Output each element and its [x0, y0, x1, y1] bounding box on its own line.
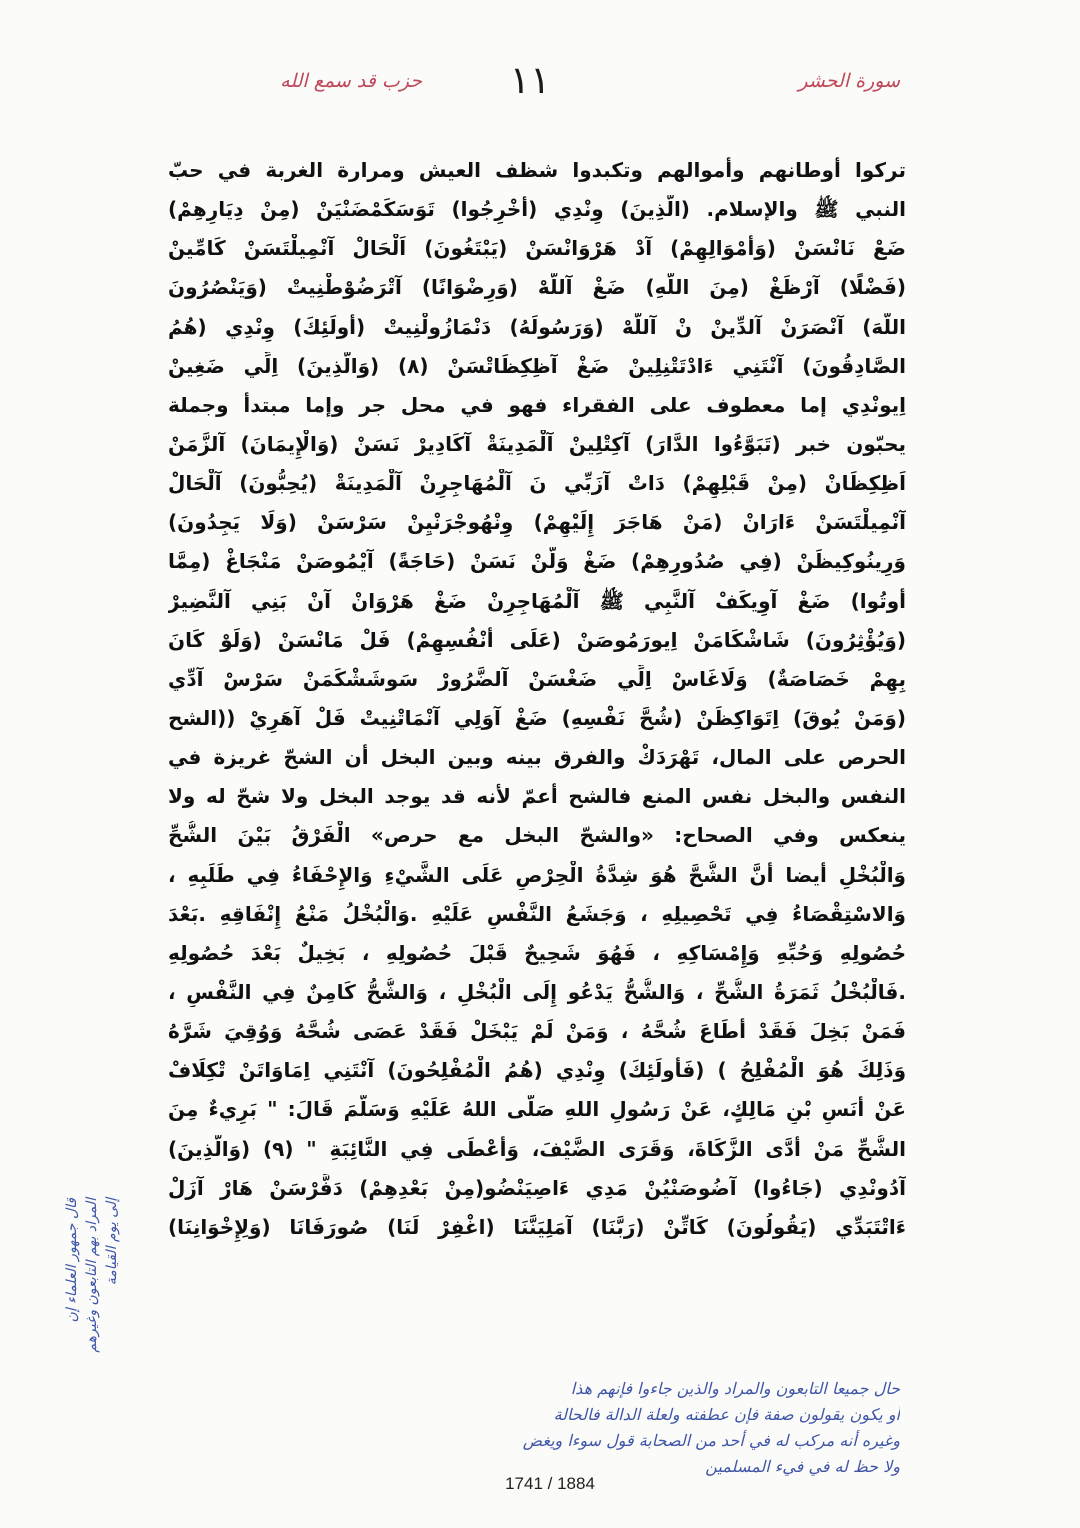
body-line: فَمَنْ بَخِلَ فَقَدْ أَطَاعَ شُحَّهُ ، وَمَنْ لَمْ يَبْخَلْ فَقَدْ عَصَى شُحَّهُ وَوُقِيَ شَرَّهُ: [168, 1019, 906, 1044]
footer-note-line: حال جميعا التابعون والمراد والذين جاءوا فإنهم هذا: [570, 1379, 900, 1398]
body-line: وَالْبُخْلِ أيضا أَنَّ الشُّحَّ هُوَ شِدَّةُ الْحِرْصِ عَلَى الشَّيْءِ وَالإِحْفَاءُ فِي طَلَبِهِ ،: [168, 862, 906, 887]
body-line: آنْمِيلْتَسَنْ ءَارَانْ (مَنْ هَاجَرَ إِلَيْهِمْ) وِنْهُوجْرَنْيِنْ سَرْسَنْ (وَلَا يَجِدُونَ): [168, 510, 906, 535]
body-line: اَظِكِظَانْ (مِنْ قَبْلِهِمْ) دَاتْ آزَبِّي نَ آلْمُهَاجِرِنْ آلْمَدِينَةْ (يُحِبُّونَ) آلْحَالْ: [168, 471, 906, 496]
body-line: .فَالْبُخْلُ ثَمَرَةُ الشُّحِّ ، وَالشُّحُّ يَدْعُو إِلَى الْبُخْلِ ، وَالشُّحُّ كَامِنٌ فِي النَّفْسِ ،: [168, 979, 906, 1004]
body-line: وَذَلِكَ هُوَ الْمُفْلِحُ ) (فَأُولَئِكَ) وِنْدِي (هُمُ الْمُفْلِحُونَ) آنْتَنِي اِمَاوَاتَنْ تْكِلَافْ: [168, 1058, 906, 1083]
footer-note-line: ولا حظ له في فيء المسلمين: [705, 1457, 900, 1476]
page-counter: 1741 / 1884: [505, 1474, 595, 1493]
margin-handwritten-note: [62, 1198, 154, 1418]
body-line: ءَاتْتَبَدِّي (يَقُولُونَ) كَاتِّنْ (رَبَّنَا) آمَلِيَنَّنَا (اغْفِرْ لَنَا) صُورَفَانَا (وَلِإِخْوَانِنَا): [168, 1214, 906, 1239]
body-line: اللَّهَ) آنْصَرَنْ آلدِّينْ نْ آللّهْ (وَرَسُولَهُ) دَنْمَازُولْنِيتْ (أُولَئِكَ) وِنْدِي (هُمُ: [168, 314, 906, 339]
body-line: ينعكس وفي الصحاح: «والشحّ البخل مع حرص» الْفَرْقُ بَيْنَ الشُّحِّ: [168, 823, 906, 848]
body-line: النفس والبخل نفس المنع فالشح أعمّ لأنه قد يوجد البخل ولا شحّ له ولا: [168, 784, 906, 809]
body-line: النبي ﷺ والإسلام. (الَّذِينَ) وِنْدِي (أُخْرِجُوا) تَوَسَكَمْضَنْيَنْ (مِنْ دِيَارِهِمْ): [168, 197, 906, 222]
margin-note-line: المراد بهم التابعون وغيرهم: [84, 1198, 100, 1353]
margin-note-line: قال جمهور العلماء إن: [64, 1198, 80, 1323]
body-line: (فَضْلًا) آرْظَغْ (مِنَ اللَّهِ) ضَغْ آللّهْ (وَرِضْوَانًا) آتْرَضُوْطْنِيتْ (وَيَنْصُرُونَ: [168, 275, 906, 300]
header-hizb-note: حزب قد سمع الله: [280, 70, 422, 92]
header-surah-note: سورة الحشر: [798, 70, 900, 92]
body-line: اِيونْدِي إما معطوف على الفقراء فهو في محل جر وإما مبتدأ وجملة: [168, 392, 906, 417]
body-line: الشُّحِّ مَنْ أَدَّى الزَّكَاةَ، وَقَرَى الضَّيْفَ، وَأَعْطَى فِي النَّائِبَةِ " (٩) (وَالَّذِينَ): [168, 1136, 906, 1161]
body-line: (وَيُؤْثِرُونَ) شَاشْكَامَنْ اِيورَمُوصَنْ (عَلَى أَنْفُسِهِمْ) فَلْ مَانْسَنْ (وَلَوْ كَانَ: [168, 627, 906, 652]
body-line: تركوا أوطانهم وأموالهم وتكبدوا شظف العيش ومرارة الغربة في حبّ: [168, 158, 906, 182]
body-line: يحبّون خبر (تَبَوَّءُوا الدَّارَ) آكِتْلِينْ آلْمَدِينَةْ آكَادِيرْ نَسَنْ (وَالْإِيمَانَ) آلزَّمَنْ: [168, 431, 906, 456]
body-line: حُصُولِهِ وَحُبِّهِ وَإِمْسَاكِهِ ، فَهُوَ شَحِيحٌ قَبْلَ حُصُولِهِ ، بَخِيلٌ بَعْدَ حُصُولِهِ: [168, 940, 906, 965]
body-line: عَنْ أَنَسِ بْنِ مَالِكٍ، عَنْ رَسُولِ اللهِ صَلَّى اللهُ عَلَيْهِ وَسَلَّمَ قَالَ: " بَرِيءٌ مِنَ: [168, 1097, 906, 1122]
body-line: بِهِمْ خَصَاصَةٌ) وَلَاغَاسْ اِلِّي ضَغْسَنْ آلضَّرُورْ سَوشَشْكَمَنْ سَرْسْ آدِّي: [168, 666, 906, 691]
body-line: الصَّادِقُونَ) آنْتَنِي ءَادْتَتْنِلِينْ ضَغْ آظِكِظَاتْسَنْ (٨) (وَالَّذِينَ) اِلِّي ضَغِينْ: [168, 353, 906, 378]
footer-handwritten-note: [270, 1376, 900, 1480]
page-number: ١١: [509, 58, 551, 102]
body-line: ضَعْ نَانْسَنْ (وَأَمْوَالِهِمْ) آدْ هَرْوَانْسَنْ (يَبْتَغُونَ) اَلْحَالْ آنْمِيلْتَسَنْ كَامِّينْ: [168, 236, 906, 261]
body-text: [168, 156, 906, 1242]
body-line: وَرِينُوكِيظَنْ (فِي صُدُورِهِمْ) ضَغْ وَلَّنْ نَسَنْ (حَاجَةً) آيْمُوصَنْ مَنْجَاغْ (مِمَّا: [168, 549, 906, 574]
body-line: وَالاسْتِقْصَاءُ فِي تَحْصِيلِهِ ، وَجَشَعُ النَّفْسِ عَلَيْهِ .وَالْبُخْلُ مَنْعُ إِنْفَاقِهِ .بَعْدَ: [168, 901, 906, 926]
body-line: الحرص على المال، تَهْرَدَكْ والفرق بينه وبين البخل أن الشحّ غريزة في: [168, 745, 906, 770]
footer-note-line: وغيره أنه مركب له في أحد من الصحابة قول سوءا ويغض: [522, 1431, 900, 1450]
body-line: أُوتُوا) ضَغْ آوِيكَفْ آلنَّبِي ﷺ آلْمُهَاجِرِنْ ضَغْ هَرْوَانْ آنْ بَنِي آلنَّضِيرْ: [168, 588, 906, 613]
footer-note-line: أو يكون يقولون صفة فإن عطفته ولعلة الدالة فالحالة: [553, 1405, 900, 1424]
body-line: آدُونْدِي (جَاءُوا) آضُوصَنْيُنْ مَدِي ءَاصِيَنْضُو(مِنْ بَعْدِهِمْ) دَفَّرْسَنْ هَارْ آزَلْ: [168, 1175, 906, 1200]
body-line: (وَمَنْ يُوقَ) اِتَوَاكِظَنْ (شُحَّ نَفْسِهِ) ضَغْ آوَلِي آنْمَاتْنِيتْ فَلْ آهَرِيْ ((الشح: [168, 705, 906, 730]
margin-note-line: إلى يوم القيامة: [104, 1198, 120, 1286]
